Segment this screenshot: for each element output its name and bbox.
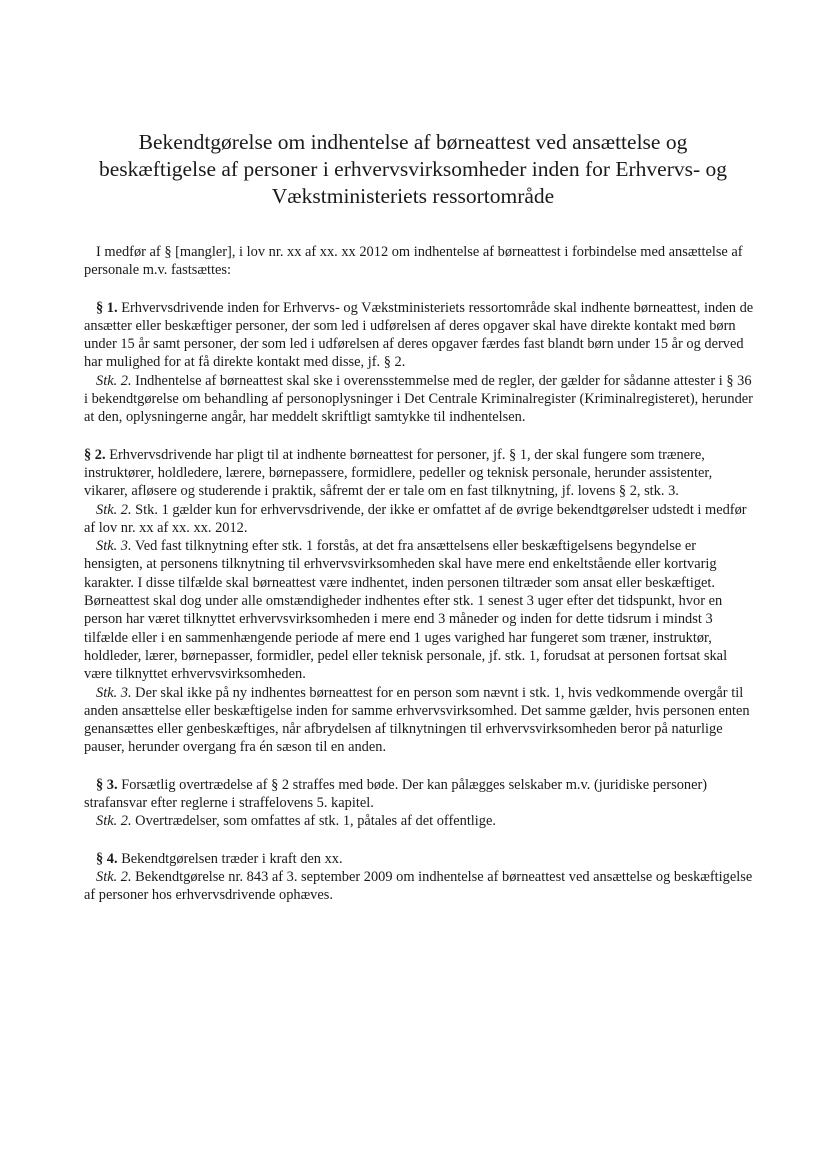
section-1-stk-2	[84, 372, 754, 427]
section-2-stk-2-label: Stk. 2.	[96, 501, 132, 518]
section-2-stk-3-text: Ved fast tilknytning efter stk. 1 forstås, at det fra ansættelsens eller beskæftigelsens begyndelse er hensigten, at personens tilknytning til erhvervsvirksomheden skal have mere end enkeltstående eller kortvarig karakter. I disse tilfælde skal børneattest være indhentet, inden personen tiltræder som ansat eller beskæftiget. Børneattest skal dog under alle omstændigheder indhentes efter stk. 1 senest 3 uger efter det tidspunkt, hvor en person har været tilknyttet erhvervsvirksomheden i mere end 3 måneder og inden for dette tidsrum i mindst 3 tilfælde eller i en sammenhængende periode af mere end 1 uges varighed har fungeret som træner, instruktør, holdleder, lærer, børnepasser, formidler, pedel eller teknisk personale, jf. stk. 1, forudsat at personen fortsat skal være tilknyttet erhvervsvirksomheden.	[84, 538, 728, 683]
title-line-3: Vækstministeriets ressortområde	[271, 184, 555, 208]
section-2-number: § 2.	[84, 446, 106, 463]
section-3	[84, 776, 754, 813]
section-4-number: § 4.	[96, 850, 118, 867]
section-1	[84, 299, 754, 372]
section-3-number: § 3.	[96, 776, 118, 793]
section-4	[84, 850, 754, 868]
section-2-stk-2	[84, 501, 754, 538]
section-3-stk-2-text: Overtrædelser, som omfattes af stk. 1, påtales af det offentlige.	[131, 813, 496, 830]
section-2-stk-3-label: Stk. 3.	[96, 538, 132, 555]
section-2-stk-3	[84, 537, 754, 683]
section-4-stk-2	[84, 868, 754, 905]
section-1-stk-2-label: Stk. 2.	[96, 372, 132, 389]
section-2-stk-4-text: Der skal ikke på ny indhentes børneattest for en person som nævnt i stk. 1, hvis vedkommende overgår til anden ansættelse eller beskæftigelse inden for samme erhvervsvirksomhed. Det samme gælder, hvis personen enten genansættes eller genbeskæftiges, når afbrydelsen af tilknytningen til erhvervsvirksomheden beror på naturlige pauser, herunder overgang fra én sæson til en anden.	[84, 684, 750, 756]
document-title	[80, 129, 746, 210]
section-2	[84, 446, 754, 501]
section-3-stk-2-label: Stk. 2.	[96, 813, 132, 830]
title-line-2: beskæftigelse af personer i erhvervsvirksomheder inden for Erhvervs- og	[98, 157, 728, 181]
section-2-stk-4-label: Stk. 3.	[96, 684, 132, 701]
section-2-stk-2-text: Stk. 1 gælder kun for erhvervsdrivende, der ikke er omfattet af de øvrige bekendtgørelser udstedt i medfør af lov nr. xx af xx. xx. 2012.	[84, 501, 747, 536]
section-4-stk-2-text: Bekendtgørelse nr. 843 af 3. september 2009 om indhentelse af børneattest ved ansættelse og beskæftigelse af personer hos erhvervsdrivende ophæves.	[84, 868, 753, 904]
section-4-stk-2-label: Stk. 2.	[96, 868, 132, 885]
section-2-stk-4	[84, 684, 754, 757]
section-4-text: Bekendtgørelsen træder i kraft den xx.	[117, 850, 343, 867]
section-3-text: Forsætlig overtrædelse af § 2 straffes med bøde. Der kan pålægges selskaber m.v. (juridiske personer) strafansvar efter reglerne i straffelovens 5. kapitel.	[84, 776, 708, 812]
title-line-1: Bekendtgørelse om indhentelse af børneattest ved ansættelse og	[138, 130, 688, 154]
section-1-stk-2-text: Indhentelse af børneattest skal ske i overensstemmelse med de regler, der gælder for sådanne attester i § 36 i bekendtgørelse om behandling af personoplysninger i Det Centrale Kriminalregister (Kriminalregisteret), herunder at den, oplysningerne angår, har meddelt skriftligt samtykke til indhentelsen.	[84, 372, 753, 426]
document-body	[84, 243, 754, 905]
section-2-text: Erhvervsdrivende har pligt til at indhente børneattest for personer, jf. § 1, der skal fungere som trænere, instruktører, holdledere, lærere, børnepassere, formidlere, pedeller og teknisk personale, herunder assistenter, vikarer, afløsere og studerende i praktik, såfremt der er tale om en fast tilknytning, jf. lovens § 2, stk. 3.	[84, 446, 713, 500]
intro-paragraph: I medfør af § [mangler], i lov nr. xx af xx. xx 2012 om indhentelse af børneattest i forbindelse med ansættelse af personale m.v. fastsættes:	[84, 244, 743, 279]
section-1-text: Erhvervsdrivende inden for Erhvervs- og Vækstministeriets ressortområde skal indhente børneattest, inden de ansætter eller beskæftiger personer, der som led i udførelsen af deres opgaver skal have direkte kontakt med børn under 15 år samt personer, der som led i udførelsen af deres opgaver færdes fast blandt børn under 15 år og derved har mulighed for at få direkte kontakt med disse, jf. § 2.	[84, 299, 754, 371]
section-1-number: § 1.	[96, 299, 118, 316]
section-3-stk-2	[84, 812, 754, 830]
